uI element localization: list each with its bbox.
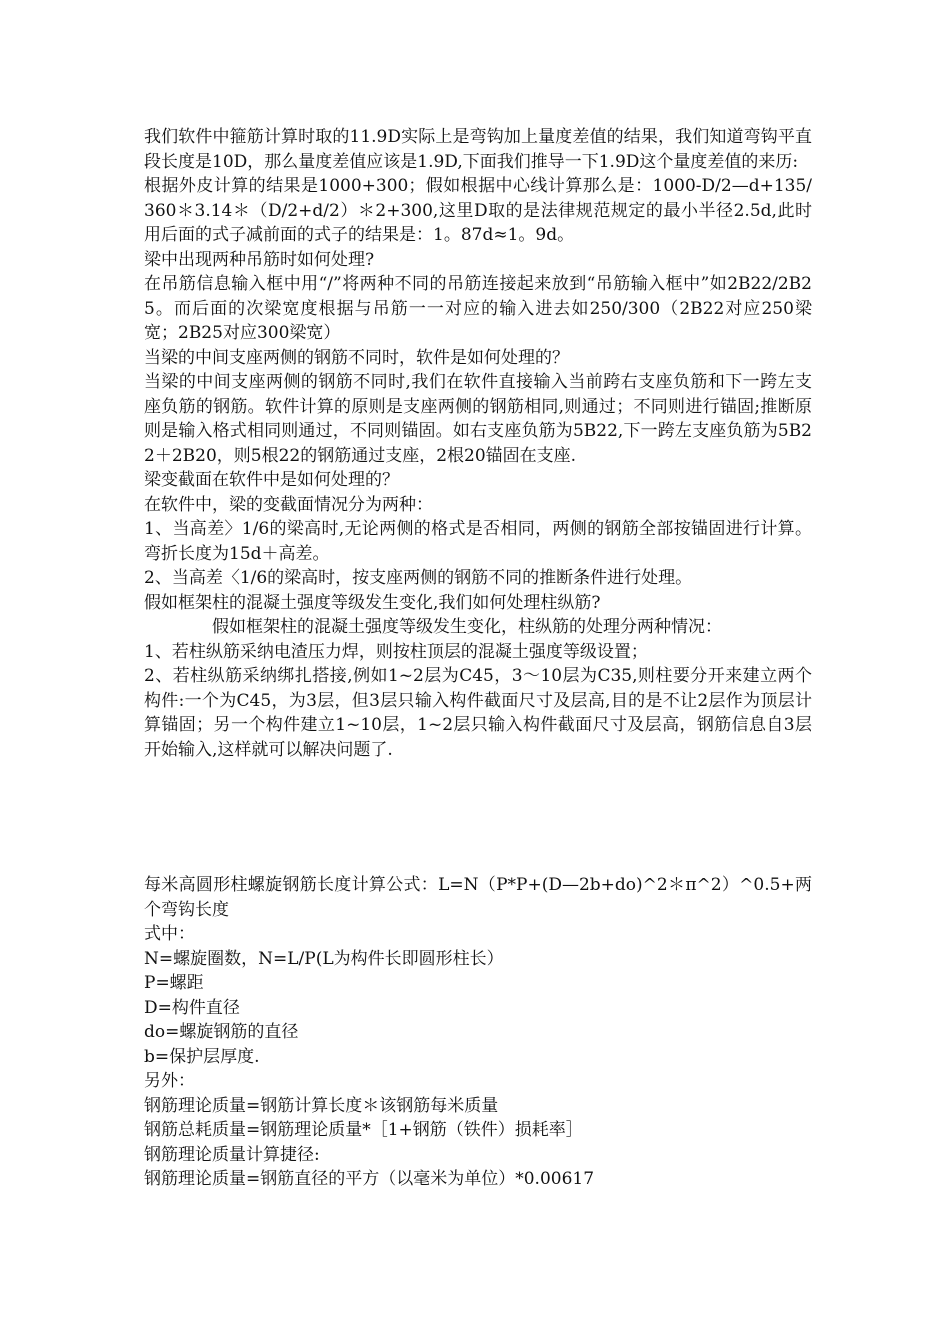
text-block-rebar-calculation	[144, 125, 812, 762]
paragraph: 假如框架柱的混凝土强度等级发生变化，柱纵筋的处理分两种情况：	[212, 617, 722, 637]
definition-line: D=构件直径	[144, 997, 240, 1018]
definition-line: do=螺旋钢筋的直径	[144, 1022, 299, 1042]
formula-line: 钢筋总耗质量=钢筋理论质量*［1+钢筋（铁件）损耗率］	[144, 1120, 583, 1140]
formula-line: 钢筋理论质量=钢筋计算长度＊该钢筋每米质量	[144, 1095, 499, 1116]
paragraph: 钢筋理论质量计算捷径:	[144, 1144, 320, 1165]
paragraph: 根据外皮计算的结果是1000+300；假如根据中心线计算那么是：1000-D/2—d+135/360＊3.14＊（D/2+d/2）＊2+300,这里D取的是法律规范规定的最小半径2.5d,此时用后面的式子减前面的式子的结果是：1。87d≈1。9d。	[144, 176, 812, 245]
definition-line: N=螺旋圈数，N=L/P(L为构件长即圆形柱长）	[144, 948, 504, 969]
definition-line: b=保护层厚度.	[144, 1046, 260, 1067]
text-block-spiral-formula	[144, 873, 812, 1192]
list-item: 1、当高差〉1/6的梁高时,无论两侧的格式是否相同，两侧的钢筋全部按锚固进行计算。弯折长度为15d＋高差。	[144, 519, 812, 564]
list-item: 2、若柱纵筋采纳绑扎搭接,例如1~2层为C45，3～10层为C35,则柱要分开来建立两个构件:一个为C45，为3层，但3层只输入构件截面尺寸及层高,目的是不让2层作为顶层计算锚固；另一个构件建立1~10层，1~2层只输入构件截面尺寸及层高，钢筋信息自3层开始输入,这样就可以解决问题了.	[144, 666, 812, 760]
formula-line: 每米高圆形柱螺旋钢筋长度计算公式：L=N（P*P+(D—2b+do)^2＊π^2）^0.5+两个弯钩长度	[144, 875, 812, 920]
formula-line: 钢筋理论质量=钢筋直径的平方（以毫米为单位）*0.00617	[144, 1169, 595, 1189]
question-heading: 梁变截面在软件中是如何处理的？	[144, 470, 399, 490]
paragraph: 在吊筋信息输入框中用“/”将两种不同的吊筋连接起来放到“吊筋输入框中”如2B22/2B25。而后面的次梁宽度根据与吊筋一一对应的输入进去如250/300（2B22对应250梁宽；2B25对应300梁宽）	[144, 274, 812, 343]
paragraph: 在软件中，梁的变截面情况分为两种：	[144, 494, 433, 515]
question-heading: 当梁的中间支座两侧的钢筋不同时，软件是如何处理的？	[144, 347, 569, 368]
list-item: 1、若柱纵筋采纳电渣压力焊，则按柱顶层的混凝土强度等级设置；	[144, 641, 648, 662]
paragraph: 当梁的中间支座两侧的钢筋不同时,我们在软件直接输入当前跨右支座负筋和下一跨左支座负筋的钢筋。软件计算的原则是支座两侧的钢筋相同,则通过；不同则进行锚固;推断原则是输入格式相同则通过，不同则锚固。如右支座负筋为5B22,下一跨左支座负筋为5B22＋2B20，则5根22的钢筋通过支座，2根20锚固在支座.	[144, 372, 812, 466]
paragraph: 式中：	[144, 924, 195, 944]
question-heading: 假如框架柱的混凝土强度等级发生变化,我们如何处理柱纵筋?	[144, 592, 601, 613]
question-heading: 梁中出现两种吊筋时如何处理?	[144, 249, 375, 270]
paragraph: 另外：	[144, 1071, 195, 1091]
paragraph: 我们软件中箍筋计算时取的11.9D实际上是弯钩加上量度差值的结果，我们知道弯钩平直段长度是10D，那么量度差值应该是1.9D,下面我们推导一下1.9D这个量度差值的来历:	[144, 127, 812, 172]
definition-line: P=螺距	[144, 973, 204, 993]
list-item: 2、当高差〈1/6的梁高时，按支座两侧的钢筋不同的推断条件进行处理。	[144, 568, 693, 588]
